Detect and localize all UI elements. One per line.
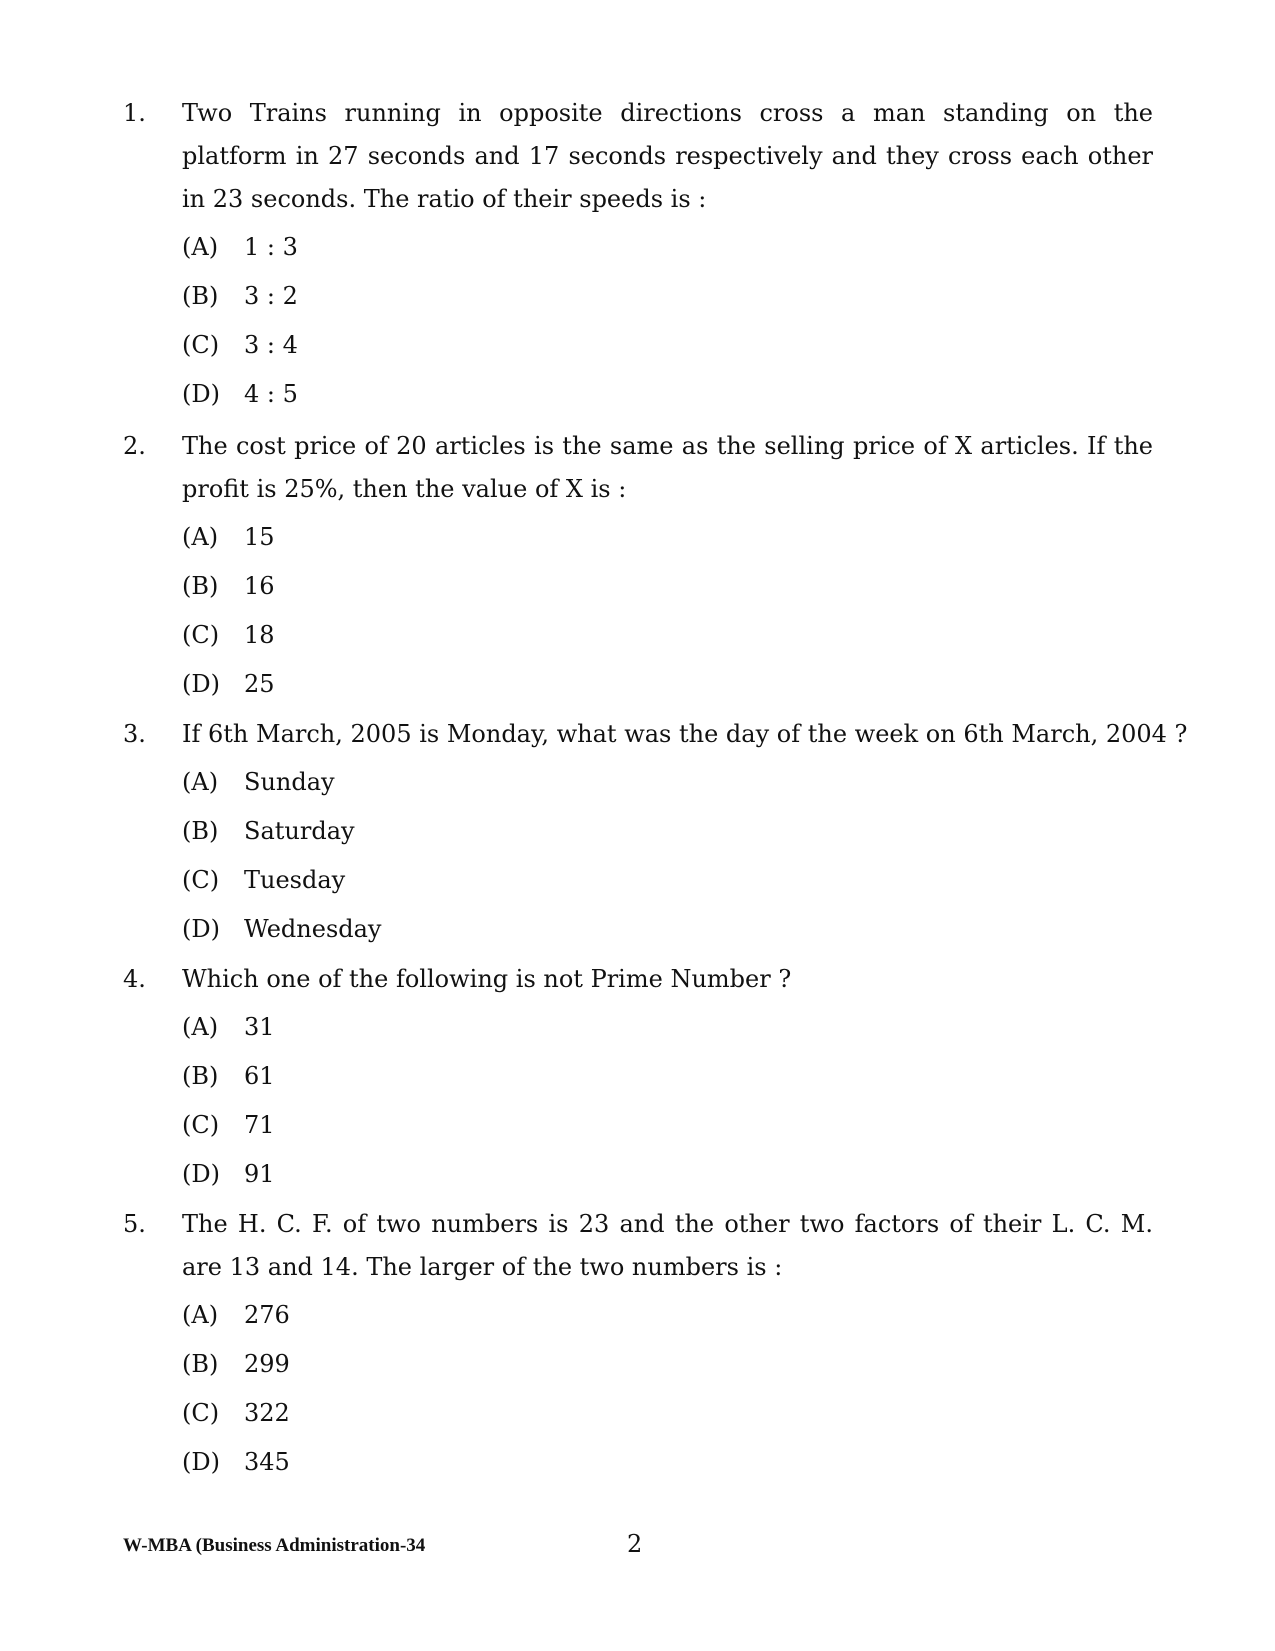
question-number: 5. <box>123 1210 146 1238</box>
option-label: (A) <box>182 233 219 261</box>
page-number: 2 <box>627 1530 643 1558</box>
options-list <box>182 1294 1153 1490</box>
option-label: (D) <box>182 670 220 698</box>
option-value: 345 <box>244 1448 290 1476</box>
option-b <box>182 565 1153 614</box>
options-list <box>182 516 1153 712</box>
option-value: 18 <box>244 621 275 649</box>
option-value: 25 <box>244 670 275 698</box>
option-d <box>182 373 1153 422</box>
option-value: 16 <box>244 572 275 600</box>
option-label: (B) <box>182 282 219 310</box>
option-value: 61 <box>244 1062 275 1090</box>
footer-paper-code: W-MBA (Business Administration-34 <box>123 1535 426 1556</box>
option-label: (C) <box>182 1111 220 1139</box>
option-label: (D) <box>182 380 220 408</box>
option-value: Saturday <box>244 817 355 845</box>
option-a <box>182 226 1153 275</box>
question-text: The cost price of 20 articles is the same as the selling price of X articles. If the profit is 25%, then the value of X is : <box>182 432 1153 503</box>
option-label: (C) <box>182 621 220 649</box>
option-value: 299 <box>244 1350 290 1378</box>
option-value: 15 <box>244 523 275 551</box>
question-2 <box>123 425 1153 712</box>
option-label: (D) <box>182 1160 220 1188</box>
question-number: 1. <box>123 99 146 127</box>
option-d <box>182 908 1153 957</box>
option-label: (C) <box>182 1399 220 1427</box>
option-label: (C) <box>182 866 220 894</box>
question-text: Two Trains running in opposite directions cross a man standing on the platform in 27 seconds and 17 seconds respectively and they cross each other in 23 seconds. The ratio of their speeds is : <box>182 99 1153 213</box>
option-label: (B) <box>182 572 219 600</box>
option-label: (D) <box>182 915 220 943</box>
option-c <box>182 1104 1153 1153</box>
option-label: (B) <box>182 817 219 845</box>
option-value: Sunday <box>244 768 335 796</box>
option-a <box>182 761 1153 810</box>
option-label: (B) <box>182 1062 219 1090</box>
option-value: 322 <box>244 1399 290 1427</box>
option-b <box>182 810 1153 859</box>
option-value: 3 : 4 <box>244 331 298 359</box>
option-d <box>182 663 1153 712</box>
question-5 <box>123 1203 1153 1490</box>
option-value: 71 <box>244 1111 275 1139</box>
option-label: (A) <box>182 523 219 551</box>
option-value: 3 : 2 <box>244 282 298 310</box>
option-label: (B) <box>182 1350 219 1378</box>
option-value: 1 : 3 <box>244 233 298 261</box>
option-value: 276 <box>244 1301 290 1329</box>
option-label: (D) <box>182 1448 220 1476</box>
question-number: 3. <box>123 720 146 748</box>
option-a <box>182 1294 1153 1343</box>
option-c <box>182 1392 1153 1441</box>
question-number: 2. <box>123 432 146 460</box>
question-4 <box>123 958 1153 1202</box>
option-a <box>182 1006 1153 1055</box>
option-label: (C) <box>182 331 220 359</box>
option-value: 4 : 5 <box>244 380 298 408</box>
option-value: Wednesday <box>244 915 382 943</box>
option-value: Tuesday <box>244 866 346 894</box>
options-list <box>182 1006 1153 1202</box>
question-text: If 6th March, 2005 is Monday, what was the day of the week on 6th March, 2004 ? <box>182 720 1188 748</box>
option-b <box>182 1055 1153 1104</box>
option-value: 91 <box>244 1160 275 1188</box>
options-list <box>182 226 1153 422</box>
option-b <box>182 275 1153 324</box>
option-d <box>182 1441 1153 1490</box>
options-list <box>182 761 1153 957</box>
question-1 <box>123 92 1153 422</box>
option-c <box>182 614 1153 663</box>
option-a <box>182 516 1153 565</box>
option-c <box>182 324 1153 373</box>
question-text: Which one of the following is not Prime Number ? <box>182 965 792 993</box>
question-number: 4. <box>123 965 146 993</box>
option-value: 31 <box>244 1013 275 1041</box>
option-d <box>182 1153 1153 1202</box>
option-c <box>182 859 1153 908</box>
question-3 <box>123 713 1188 957</box>
option-label: (A) <box>182 768 219 796</box>
option-b <box>182 1343 1153 1392</box>
option-label: (A) <box>182 1301 219 1329</box>
question-text: The H. C. F. of two numbers is 23 and the other two factors of their L. C. M. are 13 and 14. The larger of the two numbers is : <box>182 1210 1153 1281</box>
option-label: (A) <box>182 1013 219 1041</box>
